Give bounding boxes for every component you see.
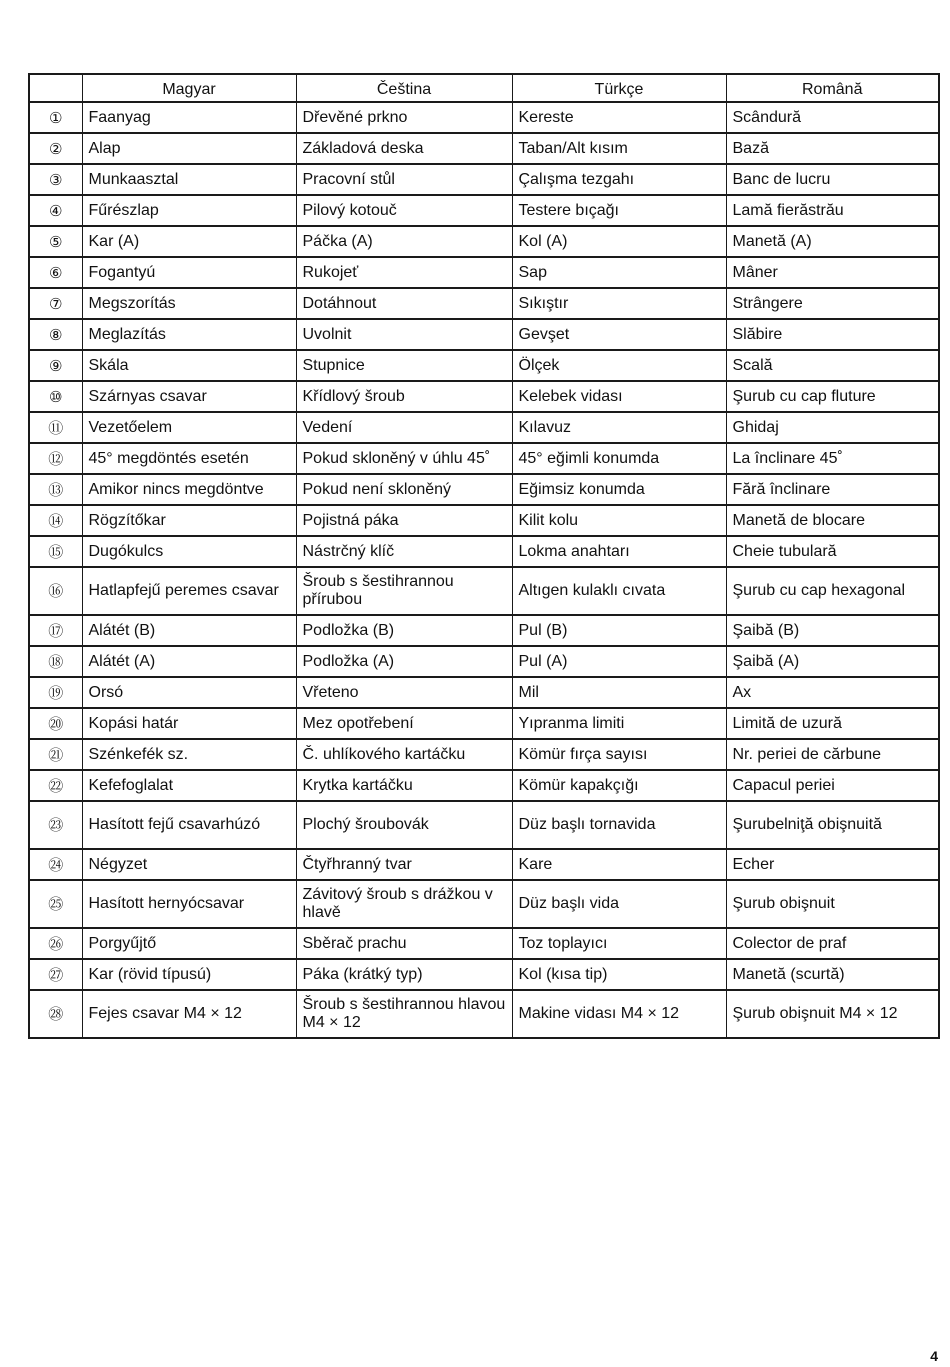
item-number: ㉘: [29, 990, 82, 1038]
cell-turkce: 45° eğimli konumda: [512, 443, 726, 474]
item-number: ⑯: [29, 567, 82, 615]
table-row: [29, 646, 939, 677]
cell-turkce: Gevşet: [512, 319, 726, 350]
cell-cestina: Podložka (B): [296, 615, 512, 646]
cell-turkce: Kol (kısa tip): [512, 959, 726, 990]
cell-cestina: Čtyřhranný tvar: [296, 849, 512, 880]
cell-romana: Colector de praf: [726, 928, 939, 959]
cell-romana: Şurub obişnuit M4 × 12: [726, 990, 939, 1038]
cell-cestina: Dřevěné prkno: [296, 102, 512, 133]
item-number: ⑥: [29, 257, 82, 288]
cell-cestina: Sběrač prachu: [296, 928, 512, 959]
cell-magyar: Szénkefék sz.: [82, 739, 296, 770]
table-row: [29, 195, 939, 226]
table-row: [29, 708, 939, 739]
cell-turkce: Kılavuz: [512, 412, 726, 443]
cell-romana: Capacul periei: [726, 770, 939, 801]
cell-turkce: Eğimsiz konumda: [512, 474, 726, 505]
cell-cestina: Rukojeť: [296, 257, 512, 288]
cell-romana: Şurubelniţă obişnuită: [726, 801, 939, 849]
cell-romana: La înclinare 45˚: [726, 443, 939, 474]
cell-cestina: Páčka (A): [296, 226, 512, 257]
cell-magyar: Kar (rövid típusú): [82, 959, 296, 990]
cell-romana: Şaibă (B): [726, 615, 939, 646]
cell-romana: Slăbire: [726, 319, 939, 350]
cell-romana: Mâner: [726, 257, 939, 288]
cell-romana: Lamă fierăstrău: [726, 195, 939, 226]
cell-turkce: Sıkıştır: [512, 288, 726, 319]
cell-magyar: Fűrészlap: [82, 195, 296, 226]
cell-turkce: Mil: [512, 677, 726, 708]
cell-turkce: Lokma anahtarı: [512, 536, 726, 567]
cell-cestina: Pokud skloněný v úhlu 45˚: [296, 443, 512, 474]
item-number: ㉗: [29, 959, 82, 990]
table-row: [29, 288, 939, 319]
cell-magyar: Kefefoglalat: [82, 770, 296, 801]
cell-romana: Fără înclinare: [726, 474, 939, 505]
cell-romana: Limită de uzură: [726, 708, 939, 739]
cell-cestina: Podložka (A): [296, 646, 512, 677]
item-number: ⑱: [29, 646, 82, 677]
cell-magyar: 45° megdöntés esetén: [82, 443, 296, 474]
table-body: [29, 102, 939, 1038]
cell-turkce: Pul (B): [512, 615, 726, 646]
item-number: ⑬: [29, 474, 82, 505]
cell-romana: Cheie tubulară: [726, 536, 939, 567]
table-row: [29, 164, 939, 195]
item-number: ㉓: [29, 801, 82, 849]
cell-cestina: Mez opotřebení: [296, 708, 512, 739]
table-row: [29, 615, 939, 646]
table-row: [29, 226, 939, 257]
cell-magyar: Megszorítás: [82, 288, 296, 319]
cell-magyar: Faanyag: [82, 102, 296, 133]
table-row: [29, 536, 939, 567]
cell-cestina: Pracovní stůl: [296, 164, 512, 195]
cell-turkce: Kelebek vidası: [512, 381, 726, 412]
cell-cestina: Šroub s šestihrannou hlavou M4 × 12: [296, 990, 512, 1038]
cell-magyar: Alátét (B): [82, 615, 296, 646]
cell-cestina: Základová deska: [296, 133, 512, 164]
cell-cestina: Krytka kartáčku: [296, 770, 512, 801]
table-row: [29, 928, 939, 959]
cell-turkce: Kömür fırça sayısı: [512, 739, 726, 770]
cell-magyar: Négyzet: [82, 849, 296, 880]
cell-cestina: Stupnice: [296, 350, 512, 381]
cell-magyar: Szárnyas csavar: [82, 381, 296, 412]
cell-cestina: Č. uhlíkového kartáčku: [296, 739, 512, 770]
cell-magyar: Meglazítás: [82, 319, 296, 350]
cell-magyar: Kar (A): [82, 226, 296, 257]
table-row: [29, 443, 939, 474]
cell-magyar: Kopási határ: [82, 708, 296, 739]
table-row: [29, 990, 939, 1038]
cell-romana: Manetă (scurtă): [726, 959, 939, 990]
item-number: ⑧: [29, 319, 82, 350]
header-cestina: Čeština: [296, 74, 512, 102]
cell-magyar: Fejes csavar M4 × 12: [82, 990, 296, 1038]
table-row: [29, 474, 939, 505]
cell-turkce: Toz toplayıcı: [512, 928, 726, 959]
item-number: ㉑: [29, 739, 82, 770]
item-number: ⑮: [29, 536, 82, 567]
item-number: ⑲: [29, 677, 82, 708]
cell-romana: Ax: [726, 677, 939, 708]
cell-turkce: Kilit kolu: [512, 505, 726, 536]
item-number: ㉖: [29, 928, 82, 959]
cell-magyar: Fogantyú: [82, 257, 296, 288]
header-magyar: Magyar: [82, 74, 296, 102]
cell-cestina: Šroub s šestihrannou přírubou: [296, 567, 512, 615]
table-row: [29, 770, 939, 801]
table-row: [29, 381, 939, 412]
cell-cestina: Křídlový šroub: [296, 381, 512, 412]
cell-turkce: Altıgen kulaklı cıvata: [512, 567, 726, 615]
item-number: ㉒: [29, 770, 82, 801]
cell-romana: Echer: [726, 849, 939, 880]
table-row: [29, 880, 939, 928]
table-row: [29, 739, 939, 770]
cell-romana: Ghidaj: [726, 412, 939, 443]
cell-turkce: Kereste: [512, 102, 726, 133]
item-number: ⑭: [29, 505, 82, 536]
cell-cestina: Uvolnit: [296, 319, 512, 350]
item-number: ①: [29, 102, 82, 133]
item-number: ⑦: [29, 288, 82, 319]
item-number: ㉔: [29, 849, 82, 880]
item-number: ⑪: [29, 412, 82, 443]
cell-romana: Şurub obişnuit: [726, 880, 939, 928]
table-header: [29, 74, 939, 102]
cell-romana: Bază: [726, 133, 939, 164]
cell-romana: Şurub cu cap fluture: [726, 381, 939, 412]
table-row: [29, 350, 939, 381]
table-row: [29, 567, 939, 615]
cell-turkce: Kol (A): [512, 226, 726, 257]
cell-magyar: Orsó: [82, 677, 296, 708]
table-row: [29, 257, 939, 288]
cell-turkce: Taban/Alt kısım: [512, 133, 726, 164]
cell-romana: Şaibă (A): [726, 646, 939, 677]
item-number: ⑤: [29, 226, 82, 257]
table-row: [29, 133, 939, 164]
cell-romana: Banc de lucru: [726, 164, 939, 195]
cell-magyar: Vezetőelem: [82, 412, 296, 443]
table-row: [29, 102, 939, 133]
cell-turkce: Kömür kapakçığı: [512, 770, 726, 801]
item-number: ②: [29, 133, 82, 164]
cell-magyar: Hasított fejű csavarhúzó: [82, 801, 296, 849]
cell-romana: Manetă (A): [726, 226, 939, 257]
cell-cestina: Plochý šroubovák: [296, 801, 512, 849]
cell-romana: Nr. periei de cărbune: [726, 739, 939, 770]
cell-magyar: Alap: [82, 133, 296, 164]
item-number: ⑳: [29, 708, 82, 739]
table-row: [29, 677, 939, 708]
cell-turkce: Makine vidası M4 × 12: [512, 990, 726, 1038]
cell-cestina: Vedení: [296, 412, 512, 443]
cell-cestina: Pokud není skloněný: [296, 474, 512, 505]
cell-cestina: Vřeteno: [296, 677, 512, 708]
parts-table: [28, 73, 940, 1039]
cell-magyar: Hasított hernyócsavar: [82, 880, 296, 928]
item-number: ⑫: [29, 443, 82, 474]
cell-magyar: Dugókulcs: [82, 536, 296, 567]
cell-cestina: Dotáhnout: [296, 288, 512, 319]
cell-cestina: Pilový kotouč: [296, 195, 512, 226]
item-number: ⑨: [29, 350, 82, 381]
cell-turkce: Yıpranma limiti: [512, 708, 726, 739]
cell-turkce: Ölçek: [512, 350, 726, 381]
header-turkce: Türkçe: [512, 74, 726, 102]
cell-cestina: Nástrčný klíč: [296, 536, 512, 567]
cell-romana: Şurub cu cap hexagonal: [726, 567, 939, 615]
cell-romana: Manetă de blocare: [726, 505, 939, 536]
cell-turkce: Kare: [512, 849, 726, 880]
table-row: [29, 959, 939, 990]
cell-turkce: Çalışma tezgahı: [512, 164, 726, 195]
table-row: [29, 319, 939, 350]
cell-romana: Scală: [726, 350, 939, 381]
cell-magyar: Rögzítőkar: [82, 505, 296, 536]
table-row: [29, 505, 939, 536]
cell-turkce: Sap: [512, 257, 726, 288]
table-row: [29, 849, 939, 880]
cell-turkce: Düz başlı vida: [512, 880, 726, 928]
cell-cestina: Páka (krátký typ): [296, 959, 512, 990]
cell-magyar: Amikor nincs megdöntve: [82, 474, 296, 505]
table-row: [29, 412, 939, 443]
cell-turkce: Testere bıçağı: [512, 195, 726, 226]
cell-magyar: Alátét (A): [82, 646, 296, 677]
item-number: ㉕: [29, 880, 82, 928]
cell-cestina: Pojistná páka: [296, 505, 512, 536]
page-number: 4: [930, 1348, 938, 1364]
cell-magyar: Porgyűjtő: [82, 928, 296, 959]
table-row: [29, 801, 939, 849]
cell-romana: Strângere: [726, 288, 939, 319]
item-number: ⑩: [29, 381, 82, 412]
header-row: [29, 74, 939, 102]
item-number: ③: [29, 164, 82, 195]
item-number: ④: [29, 195, 82, 226]
cell-cestina: Závitový šroub s drážkou v hlavě: [296, 880, 512, 928]
cell-magyar: Skála: [82, 350, 296, 381]
header-romana: Română: [726, 74, 939, 102]
cell-turkce: Pul (A): [512, 646, 726, 677]
cell-magyar: Munkaasztal: [82, 164, 296, 195]
header-number: [29, 74, 82, 102]
cell-magyar: Hatlapfejű peremes csavar: [82, 567, 296, 615]
cell-turkce: Düz başlı tornavida: [512, 801, 726, 849]
item-number: ⑰: [29, 615, 82, 646]
cell-romana: Scândură: [726, 102, 939, 133]
